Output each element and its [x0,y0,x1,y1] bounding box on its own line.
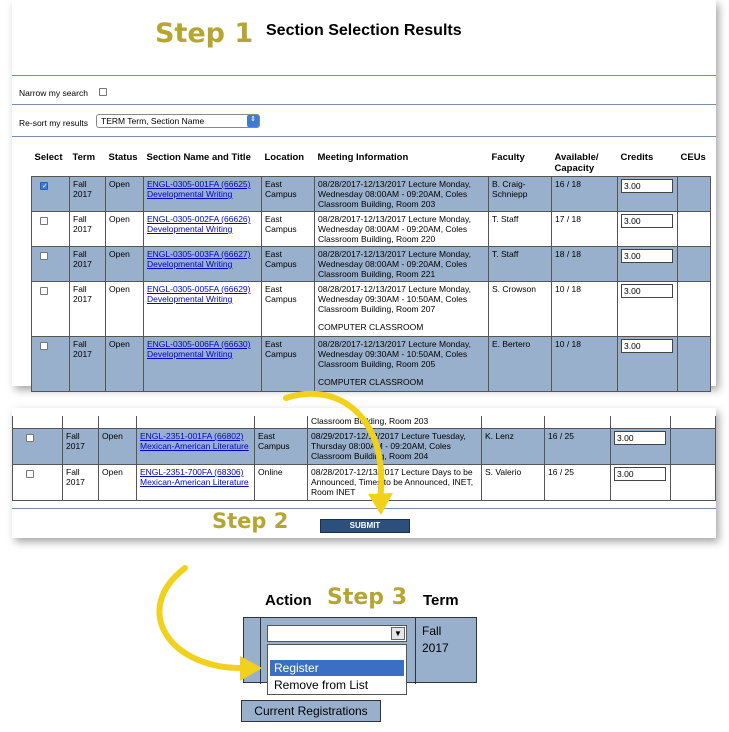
title-link[interactable]: Mexican-American Literature [140,441,249,451]
narrow-search-checkbox[interactable] [99,88,107,96]
action-select[interactable] [267,625,407,642]
section-link[interactable]: ENGL-0305-002FA (66626) [147,214,251,224]
step3-arrow-icon [159,568,245,668]
col-ceus: CEUs [680,152,706,163]
section-link[interactable]: ENGL-0305-003FA (66627) [147,249,251,259]
credits-input[interactable] [621,284,673,298]
table-row: Fall 2017 Open ENGL-0305-005FA (66629) Developmental Writing East Campus 08/28/2017-12/13/2017 Lecture Monday, Wednesday 09:30AM - 10:50AM, Coles Classroom Building, Room 207 COMPUTER CLASSROOM S. Crowson 10 / 18 3.00 [32,282,711,337]
title-link[interactable]: Developmental Writing [147,259,233,269]
page-title: Section Selection Results [266,22,462,39]
title-link[interactable]: Developmental Writing [147,189,233,199]
term-value: Fall 2017 [422,624,449,655]
col-status: Status [108,152,138,163]
credits-input[interactable] [621,179,673,193]
credits-input[interactable] [621,249,673,263]
resort-label: Re-sort my results [19,118,88,128]
col-term: Term [72,152,96,163]
resort-select[interactable] [96,114,260,128]
table-row: Fall 2017 Open ENGL-2351-001FA (66802) Mexican-American Literature East Campus 08/29/2017-12/12/2017 Lecture Tuesday, Thursday 08:00AM - 09:20AM, Coles Classroom Building, Room 204 K. Lenz 16 / 25 3.00 [13,429,716,465]
term-header: Term [423,592,459,609]
table-row: Fall 2017 Open ENGL-0305-006FA (66630) Developmental Writing East Campus 08/28/2017-12/13/2017 Lecture Monday, Wednesday 09:30AM - 10:50AM, Coles Classroom Building, Room 205 COMPUTER CLASSROOM E. Bertero 10 / 18 3.00 [32,337,711,392]
section-link[interactable]: ENGL-0305-005FA (66629) [147,284,251,294]
section-link[interactable]: ENGL-2351-001FA (66802) [140,431,244,441]
select-arrows-icon: ⇕ [247,115,259,127]
select-checkbox[interactable] [26,434,34,442]
table-row: Fall 2017 Open ENGL-0305-003FA (66627) Developmental Writing East Campus 08/28/2017-12/13/2017 Lecture Monday, Wednesday 08:00AM - 09:20AM, Coles Classroom Building, Room 221 T. Staff 18 / 18 3.00 [32,247,711,282]
current-registrations-button[interactable]: Current Registrations [241,700,381,722]
select-checkbox[interactable] [40,287,48,295]
results-table [31,150,711,392]
submit-button[interactable]: SUBMIT [320,519,410,533]
step3-label: Step 3 [327,585,407,610]
table-row: Fall 2017 Open ENGL-2351-700FA (68306) Mexican-American Literature Online 08/28/2017-12/13/2017 Lecture Days to be Announced, Times to be Announced, INET, Room INET S. Valerio 16 / 25 3.00 [13,465,716,501]
action-header: Action [265,592,312,609]
select-checkbox[interactable] [40,182,48,190]
select-checkbox[interactable] [40,217,48,225]
section-link[interactable]: ENGL-0305-001FA (66625) [147,179,251,189]
credits-input[interactable] [614,467,666,481]
results-table-continued [12,416,716,501]
col-credits: Credits [620,152,654,163]
table-row: Fall 2017 Open ENGL-0305-002FA (66626) Developmental Writing East Campus 08/28/2017-12/13/2017 Lecture Monday, Wednesday 08:00AM - 09:20AM, Coles Classroom Building, Room 220 T. Staff 17 / 18 3.00 [32,212,711,247]
select-checkbox[interactable] [26,470,34,478]
results-panel-bottom [12,408,716,538]
title-link[interactable]: Mexican-American Literature [140,477,249,487]
title-link[interactable]: Developmental Writing [147,294,233,304]
col-location: Location [264,152,305,163]
section-link[interactable]: ENGL-2351-700FA (68306) [140,467,244,477]
col-section: Section Name and Title [146,152,251,163]
title-link[interactable]: Developmental Writing [147,349,233,359]
select-checkbox[interactable] [40,342,48,350]
col-available: Available/ Capacity [554,152,599,174]
option-register[interactable]: Register [270,660,404,676]
title-link[interactable]: Developmental Writing [147,224,233,234]
section-link[interactable]: ENGL-0305-006FA (66630) [147,339,251,349]
select-checkbox[interactable] [40,252,48,260]
narrow-search-label: Narrow my search [19,88,88,98]
step2-label: Step 2 [212,509,289,533]
credits-input[interactable] [621,214,673,228]
resort-select-value: TERM Term, Section Name [101,116,205,126]
credits-input[interactable] [621,339,673,353]
credits-input[interactable] [614,431,666,445]
step1-label: Step 1 [155,18,254,49]
col-faculty: Faculty [491,152,525,163]
table-row: ✓ Fall 2017 Open ENGL-0305-001FA (66625) Developmental Writing East Campus 08/28/2017-12/13/2017 Lecture Monday, Wednesday 08:00AM - 09:20AM, Coles Classroom Building, Room 203 B. Craig-Schniepp 16 / 18 3.00 [32,177,711,212]
action-dropdown [267,644,407,695]
chevron-down-icon: ▼ [391,627,405,640]
col-meeting: Meeting Information [317,152,409,163]
col-select: Select [34,152,63,163]
option-remove[interactable]: Remove from List [274,678,369,692]
results-panel [12,0,716,386]
partial-text: Classroom Building, Room 203 [308,416,482,429]
